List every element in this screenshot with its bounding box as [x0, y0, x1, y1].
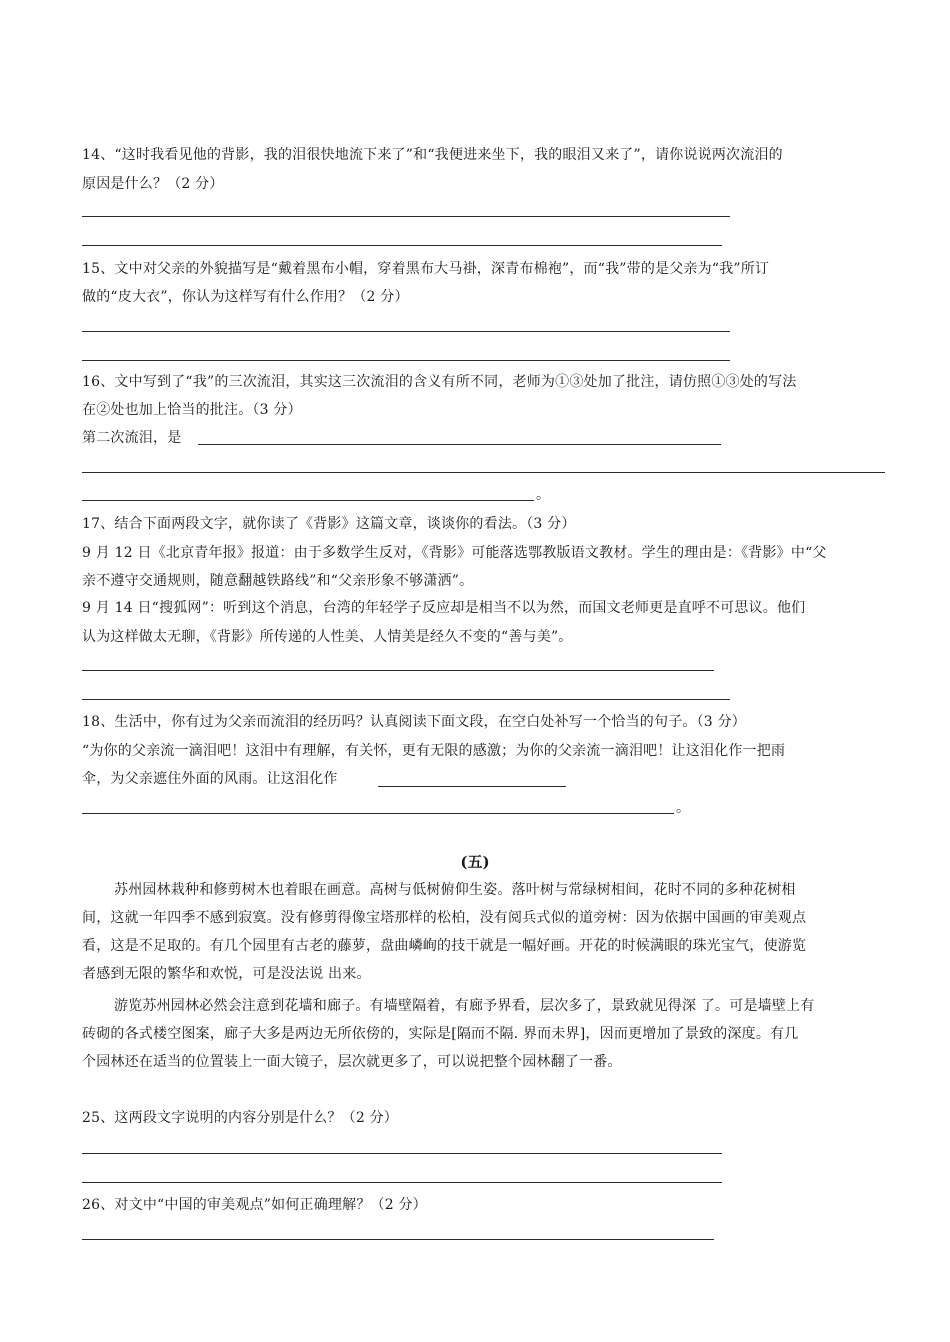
section-5-p2-line3: 个园林还在适当的位置装上一面大镜子，层次就更多了，可以说把整个园林翻了一番。 — [82, 1054, 622, 1070]
q15-text-line2: 做的“皮大衣”，你认为这样写有什么作用？（2 分） — [82, 289, 409, 305]
q17-text-line5: 认为这样做太无聊，《背影》所传递的人性美、人情美是经久不变的“善与美”。 — [82, 629, 573, 645]
q14-text-line1: 14、“这时我看见他的背影，我的泪很快地流下来了”和“我便进来坐下，我的眼泪又来了”，请你说说两次流泪的 — [82, 147, 783, 163]
section-5-p1-line4: 者感到无限的繁华和欢悦，可是没法说 出来。 — [82, 966, 371, 982]
q18-text-line2: “为你的父亲流一滴泪吧！这泪中有理解，有关怀，更有无限的感激；为你的父亲流一滴泪吧！让这泪化作一把雨 — [82, 743, 786, 759]
section-5-p2-line2: 砖砌的各式楼空图案，廊子大多是两边无所依傍的，实际是[隔而不隔. 界而未界]，因而更增加了景致的深度。有几 — [82, 1026, 799, 1042]
q17-answer-line-2[interactable] — [82, 699, 730, 700]
q17-text-line1: 17、结合下面两段文字，就你读了《背影》这篇文章，谈谈你的看法。（3 分） — [82, 516, 576, 532]
q18-end-mark: 。 — [676, 800, 690, 816]
q25-answer-line-1[interactable] — [82, 1153, 722, 1154]
q16-answer-line-2[interactable] — [82, 472, 885, 473]
q18-answer-line-2[interactable] — [82, 813, 674, 814]
q17-text-line2: 9 月 12 日《北京青年报》报道：由于多数学生反对，《背影》可能落选鄂教版语文教材。学生的理由是：《背影》中“父 — [82, 545, 827, 561]
section-5-p1-line1: 苏州园林栽种和修剪树木也着眼在画意。高树与低树俯仰生姿。落叶树与常绿树相间，花时不同的多种花树相 — [114, 882, 796, 898]
q16-end-mark: 。 — [536, 487, 550, 503]
q15-answer-line-1[interactable] — [82, 331, 730, 332]
q18-answer-line-inline[interactable] — [378, 786, 566, 787]
q16-prompt: 第二次流泪，是 — [82, 430, 182, 446]
q16-answer-line-inline[interactable] — [198, 444, 721, 445]
q16-text-line1: 16、文中写到了“我”的三次流泪，其实这三次流泪的含义有所不同，老师为①③处加了批注，请仿照①③处的写法 — [82, 374, 797, 390]
q15-text-line1: 15、文中对父亲的外貌描写是“戴着黑布小帽，穿着黑布大马褂，深青布棉袍”，而“我”带的是父亲为“我”所订 — [82, 261, 770, 277]
q15-answer-line-2[interactable] — [82, 360, 730, 361]
q14-text-line2: 原因是什么？（2 分） — [82, 176, 224, 192]
section-5-p2-line1: 游览苏州园林必然会注意到花墙和廊子。有墙壁隔着，有廊予界看，层次多了，景致就见得深 了。可是墙壁上有 — [114, 998, 815, 1014]
section-5-p1-line2: 间，这就一年四季不感到寂寞。没有修剪得像宝塔那样的松柏，没有阅兵式似的道旁树：因为依据中国画的审美观点 — [82, 910, 807, 926]
q16-text-line2: 在②处也加上恰当的批注。（3 分） — [82, 402, 302, 418]
q25-text-line1: 25、这两段文字说明的内容分别是什么？（2 分） — [82, 1110, 398, 1126]
q18-text-line3: 伞，为父亲遮住外面的风雨。让这泪化作 — [82, 771, 338, 787]
q25-answer-line-2[interactable] — [82, 1182, 722, 1183]
q17-text-line4: 9 月 14 日“搜狐网”：听到这个消息，台湾的年轻学子反应却是相当不以为然，而国文老师更是直呼不可思议。他们 — [82, 600, 806, 616]
q14-answer-line-1[interactable] — [82, 216, 730, 217]
q26-answer-line-1[interactable] — [82, 1239, 714, 1240]
q18-text-line1: 18、生活中，你有过为父亲而流泪的经历吗？认真阅读下面文段，在空白处补写一个恰当的句子。（3 分） — [82, 714, 746, 730]
q26-text-line1: 26、对文中“中国的审美观点”如何正确理解？（2 分） — [82, 1197, 427, 1213]
q17-text-line3: 亲不遵守交通规则，随意翻越铁路线”和“父亲形象不够潇洒”。 — [82, 573, 474, 589]
q17-answer-line-1[interactable] — [82, 670, 714, 671]
q16-answer-line-3[interactable] — [82, 500, 534, 501]
section-5-heading: (五) — [460, 853, 490, 871]
q14-answer-line-2[interactable] — [82, 245, 722, 246]
section-5-p1-line3: 看，这是不足取的。有几个园里有古老的藤萝，盘曲嶙峋的技干就是一幅好画。开花的时候满眼的珠光宝气，使游览 — [82, 938, 807, 954]
